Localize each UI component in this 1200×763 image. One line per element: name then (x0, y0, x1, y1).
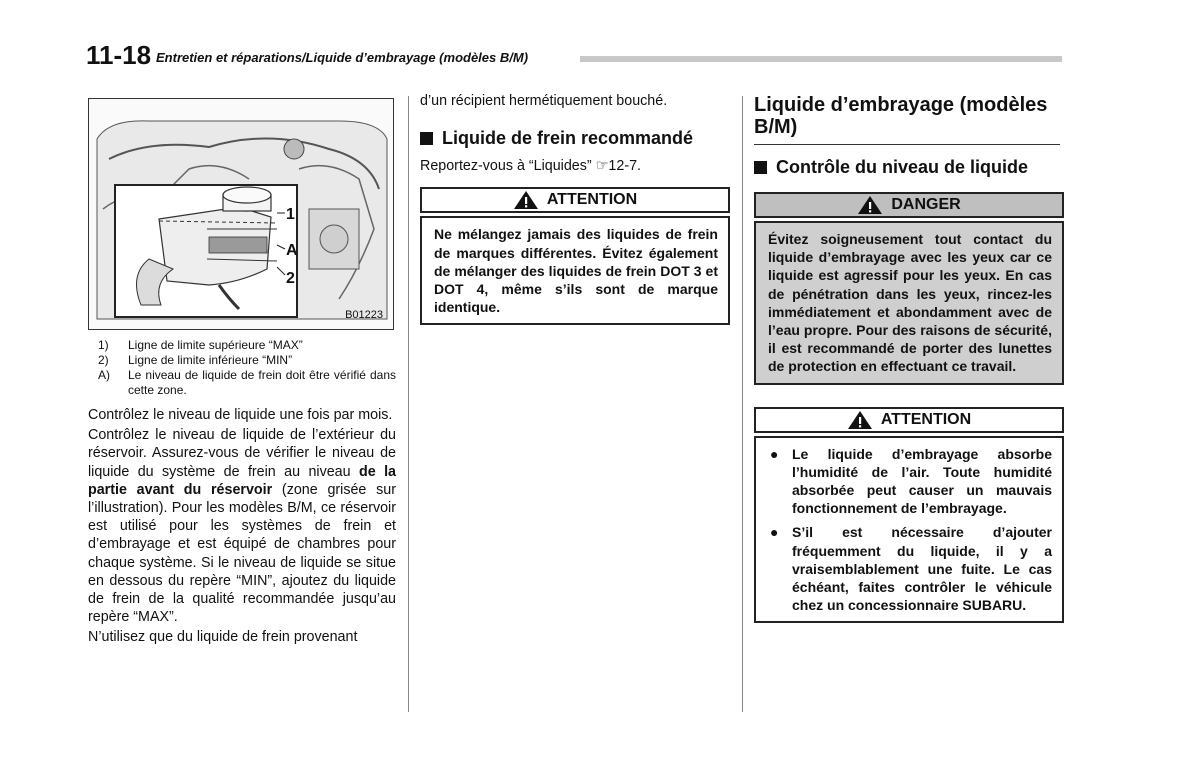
engine-bay-illustration (88, 98, 394, 330)
figure-code: B01223 (345, 309, 383, 321)
legend-item (88, 353, 396, 368)
legend-item (88, 338, 396, 353)
danger-text: Évitez soigneusement tout contact du liquide d’embrayage avec les yeux car ce liquide est agressif pour les yeux. En cas de pénétration dans les yeux, rincez-les immédiatement et abondamment avec de l’eau propre. Pour des raisons de sécurité, il est recommandé de porter des lunettes de protection en effectuant ce travail. (754, 221, 1064, 385)
attention-header: ATTENTION (754, 407, 1064, 433)
section-title-recommended-fluid: Liquide de frein recommandé (420, 128, 730, 149)
bullet-dot-icon: ● (770, 445, 779, 462)
bullet-item: ● Le liquide d’embrayage absorbe l’humidité de l’air. Toute humidité absorbée peut causer un mauvais fonctionnement de l’embrayage. (770, 445, 1052, 517)
figure-label-a: A (286, 242, 298, 259)
column-middle (420, 92, 730, 325)
warning-triangle-icon (513, 190, 539, 210)
header-rule (580, 56, 1062, 62)
section-title-level-check: Contrôle du niveau de liquide (754, 157, 1064, 178)
legend-key: 1) (98, 338, 109, 352)
paragraph-continued: d’un récipient hermétiquement bouché. (420, 93, 668, 109)
figure-label-2: 2 (286, 270, 295, 287)
paragraph-fluid-source: N’utilisez que du liquide de frein provenant (88, 629, 358, 646)
legend-key: A) (98, 368, 110, 382)
bullet-item: ● S’il est nécessaire d’ajouter fréquemment du liquide, il y a vraisemblablement une fuite. Le cas échéant, faites contrôler le véhicule chez un concessionnaire SUBARU. (770, 524, 1052, 614)
section-square-icon (754, 161, 767, 174)
paragraph-reservoir-check: Contrôlez le niveau de liquide de l’extérieur du réservoir. Assurez-vous de vérifier le niveau de liquide du système de frein au niveau de la partie avant du réservoir (zone grisée sur l’illustration). Pour les modèles B/M, ce réservoir est utilisé pour les systèmes de frein et d’embrayage et est équipé de chambres pour chaque système. Si le niveau de liquide se situe en dessous du repère “MIN”, ajoutez du liquide de frein de la qualité recommandée jusqu’au repère “MAX”. (88, 427, 396, 626)
legend-text: Ligne de limite supérieure “MAX” (128, 338, 303, 352)
column-divider (408, 96, 409, 712)
attention-bullets (754, 436, 1064, 624)
warning-triangle-icon (847, 410, 873, 430)
chapter-title: Entretien et réparations/Liquide d’embrayage (modèles B/M) (156, 50, 529, 65)
attention-header: ATTENTION (420, 187, 730, 213)
column-right (754, 92, 1064, 623)
column-divider (742, 96, 743, 712)
page-number: 11-18 (86, 40, 152, 70)
reference-text: Reportez-vous à “Liquides” ☞12-7. (420, 158, 642, 175)
paragraph-monthly-check: Contrôlez le niveau de liquide une fois par mois. (88, 407, 393, 423)
section-square-icon (420, 132, 433, 145)
legend-text: Ligne de limite inférieure “MIN” (128, 353, 293, 367)
warning-triangle-icon (857, 195, 883, 215)
figure-label-1: 1 (286, 206, 295, 223)
figure-legend (88, 338, 396, 398)
column-left (88, 92, 396, 649)
attention-text: Ne mélangez jamais des liquides de frein de marques différentes. Évitez également de mélanger des liquides de frein DOT 3 et DOT 4, même s’ils sont de marque identique. (420, 216, 730, 325)
legend-item (88, 368, 396, 398)
chapter-heading: Liquide d’embrayage (modèles B/M) (754, 94, 1048, 138)
legend-key: 2) (98, 353, 109, 367)
danger-header: DANGER (754, 192, 1064, 218)
legend-text: Le niveau de liquide de frein doit être vérifié dans cette zone. (128, 368, 396, 397)
chapter-heading-rule (754, 144, 1060, 145)
bullet-dot-icon: ● (770, 524, 779, 541)
